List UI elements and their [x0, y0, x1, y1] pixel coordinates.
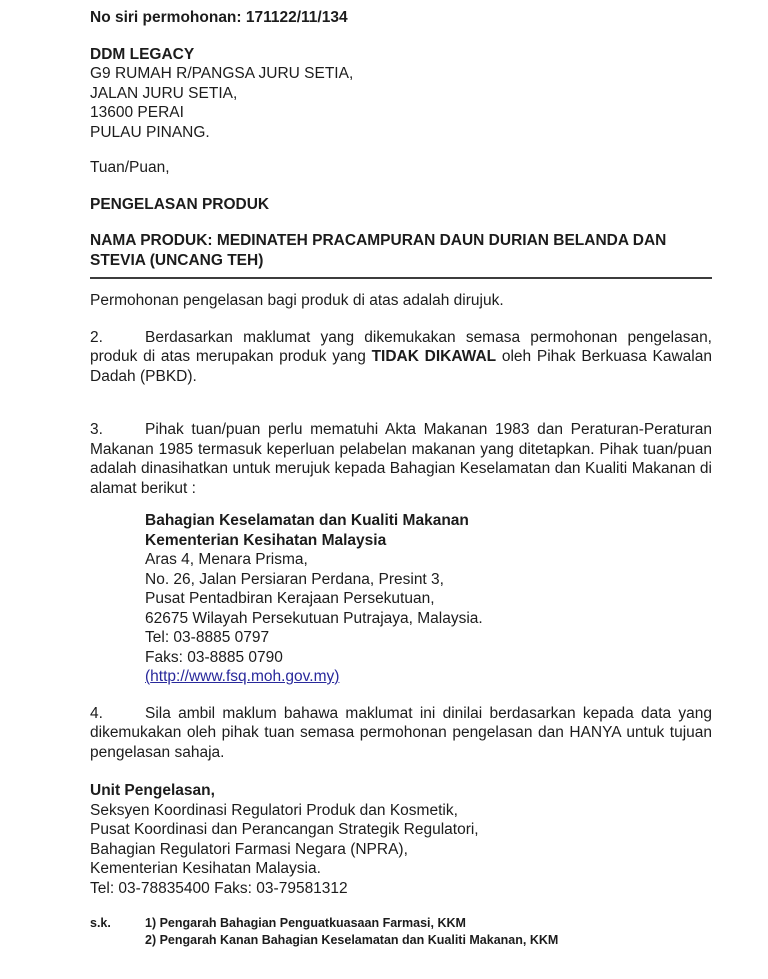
- salutation: Tuan/Puan,: [90, 159, 170, 176]
- paragraph-4-number: 4.: [90, 704, 103, 722]
- cc-item: 1) Pengarah Bahagian Penguatkuasaan Farmasi, KKM: [145, 916, 466, 930]
- sender-unit-name: Unit Pengelasan,: [90, 782, 215, 799]
- office-phone-line: Tel: 03-8885 0797: [145, 629, 270, 646]
- paragraph-2-text-after: oleh Pihak Berkuasa Kawalan Dadah (PBKD).: [90, 348, 712, 385]
- paragraph-2: [90, 328, 712, 387]
- product-name-title: NAMA PRODUK: MEDINATEH PRACAMPURAN DAUN DURIAN BELANDA DAN STEVIA (UNCANG TEH): [90, 231, 712, 279]
- office-address-line: 62675 Wilayah Persekutuan Putrajaya, Malaysia.: [145, 609, 483, 627]
- sender-ministry-line: Kementerian Kesihatan Malaysia.: [90, 860, 321, 877]
- paragraph-3-number: 3.: [90, 421, 103, 438]
- link-close-paren: ): [334, 668, 340, 685]
- paragraph-3: [90, 420, 712, 498]
- paragraph-4-text: Sila ambil maklum bahawa maklumat ini dinilai berdasarkan kepada data yang dikemukakan oleh pihak tuan semasa permohonan pengelasan dan HANYA untuk tujuan pengelasan sahaja.: [90, 704, 712, 761]
- office-address-line: No. 26, Jalan Persiaran Perdana, Presint 3,: [145, 570, 444, 588]
- office-website-line: [145, 667, 712, 687]
- ministry-name-line: Kementerian Kesihatan Malaysia: [145, 531, 387, 549]
- sender-centre-line: Pusat Koordinasi dan Perancangan Strategik Regulatori,: [90, 821, 479, 838]
- paragraph-4: [90, 704, 712, 763]
- office-address-line: Pusat Pentadbiran Kerajaan Persekutuan,: [145, 590, 435, 607]
- cc-item: 2) Pengarah Kanan Bahagian Keselamatan dan Kualiti Makanan, KKM: [145, 933, 559, 947]
- paragraph-2-number: 2.: [90, 328, 103, 346]
- sender-signature-block: [90, 781, 712, 898]
- recipient-name: DDM LEGACY: [90, 45, 195, 63]
- sender-section-line: Seksyen Koordinasi Regulatori Produk dan Kosmetik,: [90, 801, 458, 819]
- sender-phone-fax-line: Tel: 03-78835400 Faks: 03-79581312: [90, 879, 348, 897]
- carbon-copy-block: [90, 915, 712, 949]
- paragraph-2-text-before: Berdasarkan maklumat yang dikemukakan semasa permohonan pengelasan, produk di atas merupakan produk yang: [90, 328, 712, 365]
- sender-division-line: Bahagian Regulatori Farmasi Negara (NPRA),: [90, 840, 408, 858]
- intro-paragraph: Permohonan pengelasan bagi produk di atas adalah dirujuk.: [90, 292, 504, 309]
- recipient-address-line: JALAN JURU SETIA,: [90, 84, 238, 102]
- office-fax-line: Faks: 03-8885 0790: [145, 648, 283, 666]
- paragraph-2-bold-phrase: TIDAK DIKAWAL: [371, 348, 497, 365]
- food-safety-office-address-block: [145, 511, 712, 687]
- office-address-line: Aras 4, Menara Prisma,: [145, 551, 308, 568]
- subject-heading: PENGELASAN PRODUK: [90, 195, 270, 213]
- paragraph-3-text: Pihak tuan/puan perlu mematuhi Akta Makanan 1983 dan Peraturan-Peraturan Makanan 1985 termasuk keperluan pelabelan makanan yang ditetapkan. Pihak tuan/puan adalah dinasihatkan untuk merujuk kepada Bahagian Keselamatan dan Kualiti Makanan di alamat berikut :: [90, 421, 712, 497]
- recipient-address-line: PULAU PINANG.: [90, 123, 210, 141]
- recipient-address-block: [90, 45, 712, 143]
- recipient-address-line: G9 RUMAH R/PANGSA JURU SETIA,: [90, 65, 354, 82]
- cc-items: [145, 915, 712, 949]
- link-open-paren: (: [145, 668, 151, 685]
- office-name-line: Bahagian Keselamatan dan Kualiti Makanan: [145, 512, 469, 529]
- application-serial-number: No siri permohonan: 171122/11/134: [90, 9, 348, 26]
- cc-label: s.k.: [90, 916, 111, 930]
- recipient-address-line: 13600 PERAI: [90, 104, 184, 121]
- fsq-website-link[interactable]: http://www.fsq.moh.gov.my: [150, 668, 335, 685]
